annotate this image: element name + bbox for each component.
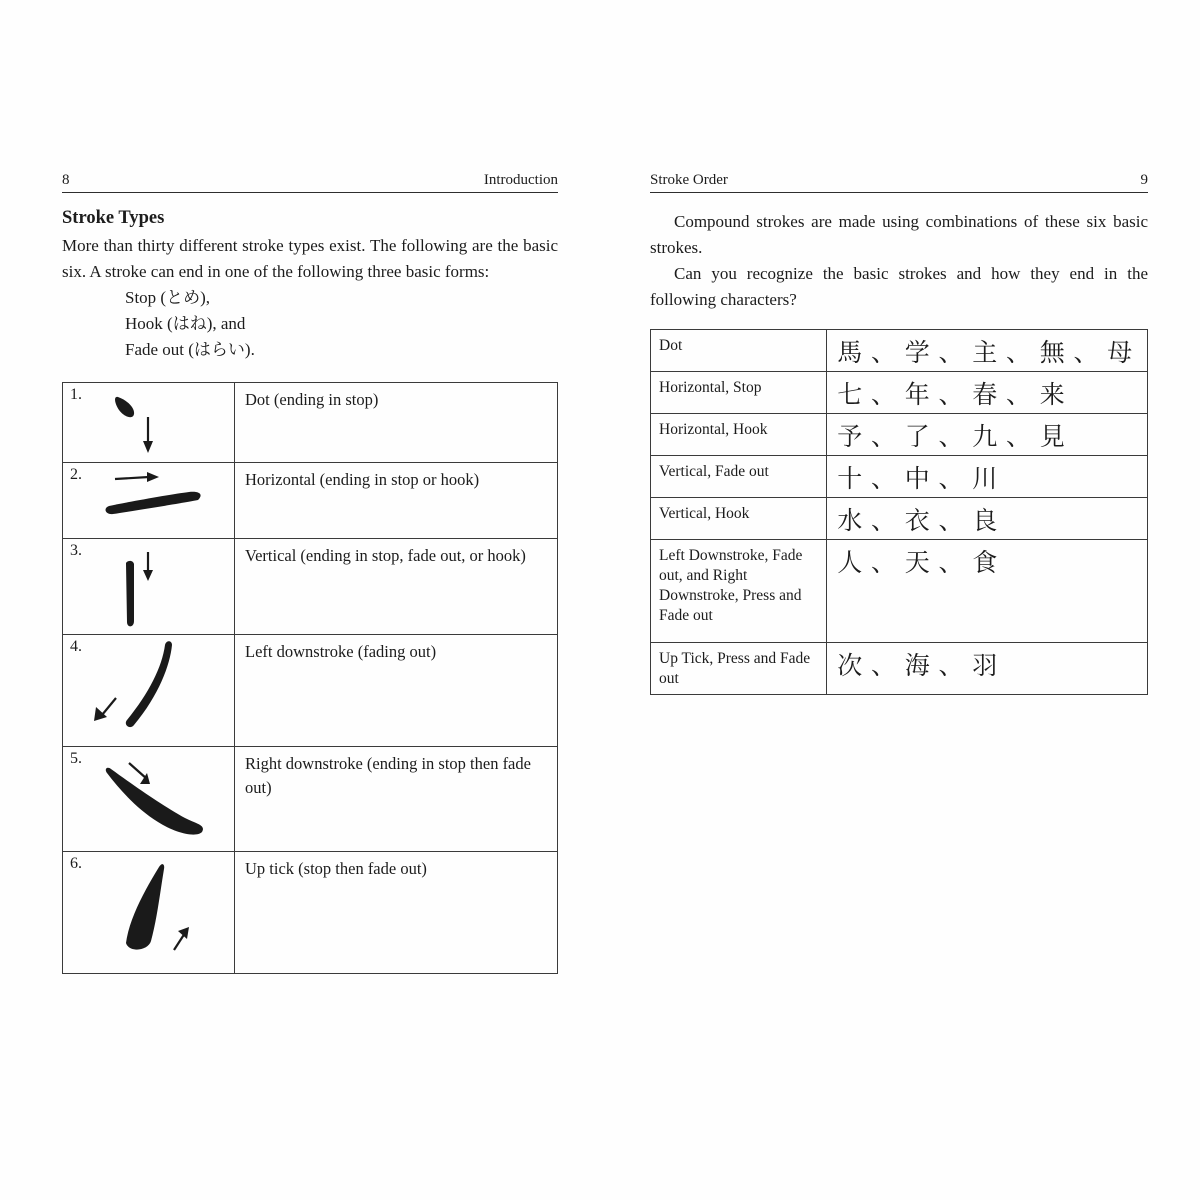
table-row <box>651 330 1148 372</box>
table-row <box>651 498 1148 540</box>
stroke-image-cell <box>63 383 235 463</box>
stroke-description: Vertical (ending in stop, fade out, or hook) <box>235 539 558 635</box>
stroke-type-label: Vertical, Hook <box>651 498 827 540</box>
table-row <box>651 414 1148 456</box>
table-row <box>63 852 558 974</box>
example-characters: 十、中、川 <box>827 456 1148 498</box>
row-number: 3. <box>70 542 82 559</box>
table-row <box>651 643 1148 695</box>
page-number: 9 <box>1140 172 1148 188</box>
running-header-title: Introduction <box>483 172 558 188</box>
stroke-type-label: Left Downstroke, Fade out, and Right Downstroke, Press and Fade out <box>651 540 827 643</box>
stroke-type-label: Horizontal, Stop <box>651 372 827 414</box>
running-header-title: Stroke Order <box>650 172 728 188</box>
row-number: 4. <box>70 638 82 655</box>
table-row <box>651 456 1148 498</box>
example-characters: 馬、学、主、無、母 <box>827 330 1148 372</box>
stroke-image-cell <box>63 852 235 974</box>
left-downstroke-icon <box>63 636 233 745</box>
table-row <box>63 635 558 747</box>
page-number: 8 <box>62 172 70 188</box>
stroke-description: Horizontal (ending in stop or hook) <box>235 463 558 539</box>
ending-forms-list <box>125 285 558 363</box>
stroke-types-table <box>62 382 558 974</box>
stroke-description: Left downstroke (fading out) <box>235 635 558 747</box>
list-item-fadeout: Fade out (はらい). <box>125 340 255 359</box>
stroke-examples-table <box>650 329 1148 695</box>
table-row <box>651 372 1148 414</box>
stroke-type-label: Dot <box>651 330 827 372</box>
body-paragraph-1: Compound strokes are made using combinations of these six basic strokes. <box>650 212 1148 257</box>
row-number: 5. <box>70 750 82 767</box>
stroke-description: Right downstroke (ending in stop then fade out) <box>235 747 558 852</box>
stroke-image-cell <box>63 747 235 852</box>
example-characters: 七、年、春、来 <box>827 372 1148 414</box>
intro-paragraph: More than thirty different stroke types exist. The following are the basic six. A stroke can end in one of the following three basic forms: <box>62 236 558 281</box>
example-characters: 予、了、九、見 <box>827 414 1148 456</box>
stroke-type-label: Vertical, Fade out <box>651 456 827 498</box>
example-characters: 水、衣、良 <box>827 498 1148 540</box>
list-item-hook: Hook (はね), and <box>125 314 246 333</box>
row-number: 1. <box>70 386 82 403</box>
example-characters: 次、海、羽 <box>827 643 1148 695</box>
body-paragraph-2: Can you recognize the basic strokes and how they end in the following characters? <box>650 264 1148 309</box>
page-left <box>62 172 558 974</box>
stroke-image-cell <box>63 635 235 747</box>
running-header-right <box>650 172 1148 193</box>
running-header-left <box>62 172 558 193</box>
right-downstroke-icon <box>63 748 233 850</box>
table-row <box>63 463 558 539</box>
stroke-type-label: Horizontal, Hook <box>651 414 827 456</box>
stroke-type-label: Up Tick, Press and Fade out <box>651 643 827 695</box>
vertical-stroke-icon <box>63 540 233 633</box>
page-right <box>650 172 1148 695</box>
stroke-image-cell <box>63 539 235 635</box>
stroke-image-cell <box>63 463 235 539</box>
stroke-description: Dot (ending in stop) <box>235 383 558 463</box>
row-number: 2. <box>70 466 82 483</box>
dot-stroke-icon <box>63 384 233 461</box>
table-row <box>63 539 558 635</box>
stroke-description: Up tick (stop then fade out) <box>235 852 558 974</box>
row-number: 6. <box>70 855 82 872</box>
horizontal-stroke-icon <box>63 464 233 537</box>
table-row <box>63 383 558 463</box>
section-heading: Stroke Types <box>62 208 165 228</box>
up-tick-stroke-icon <box>63 853 233 972</box>
table-row <box>63 747 558 852</box>
list-item-stop: Stop (とめ), <box>125 288 210 307</box>
example-characters: 人、天、食 <box>827 540 1148 643</box>
table-row <box>651 540 1148 643</box>
